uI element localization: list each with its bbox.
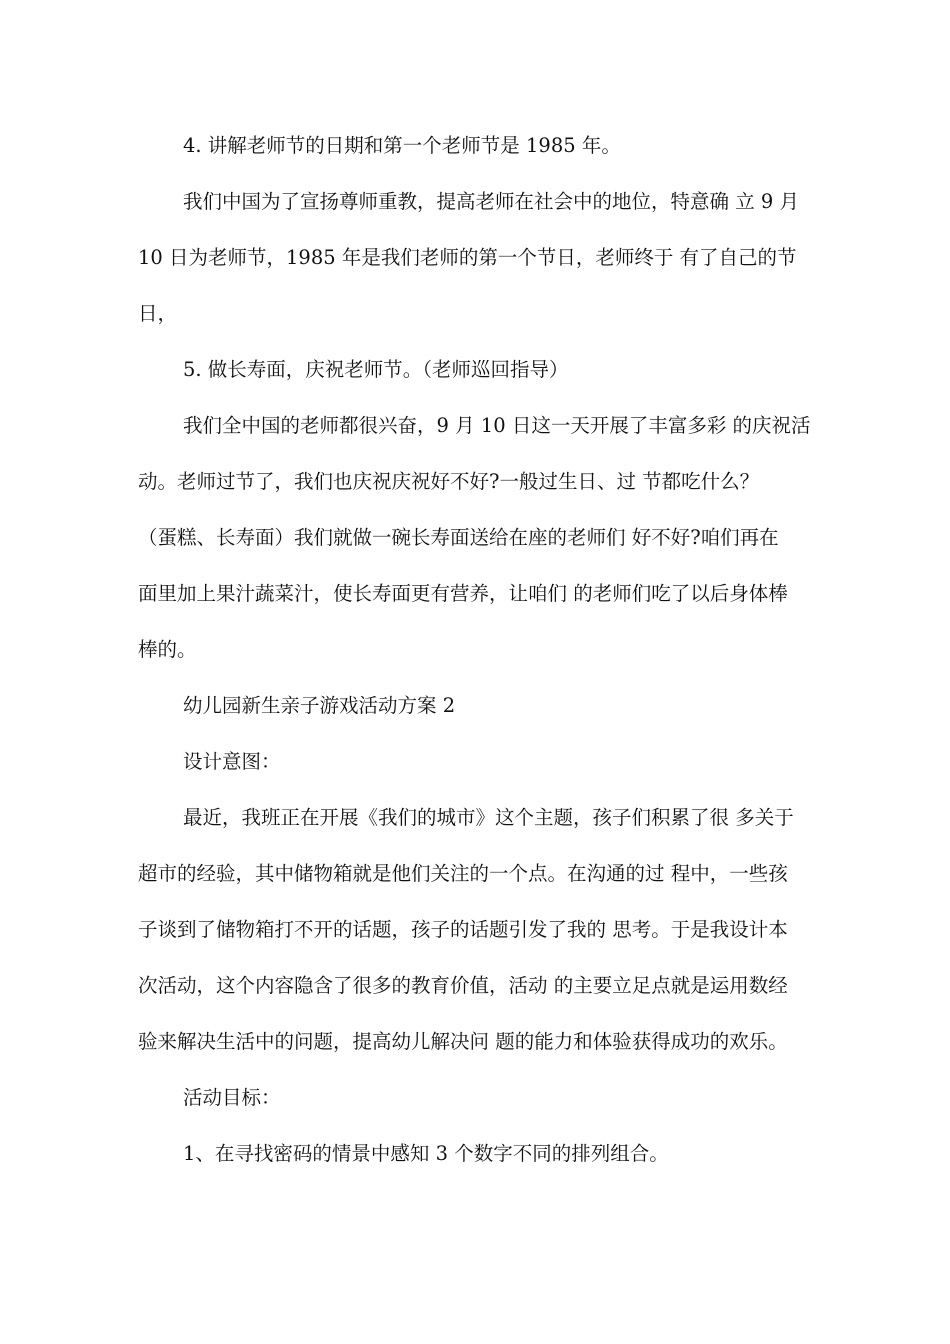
text-line: 最近，我班正在开展《我们的城市》这个主题，孩子们积累了很 多关于 xyxy=(183,806,794,829)
heading-activity-goals xyxy=(138,1070,838,1126)
text-line: 超市的经验，其中储物箱就是他们关注的一个点。在沟通的过 程中，一些孩 xyxy=(138,862,788,885)
text-line: 日， xyxy=(138,302,178,325)
text-line: 子谈到了储物箱打不开的话题，孩子的话题引发了我的 思考。于是我设计本 xyxy=(138,918,788,941)
text-line: 我们中国为了宣扬尊师重教，提高老师在社会中的地位，特意确 立 9 月 xyxy=(183,190,800,213)
text-line: 验来解决生活中的问题，提高幼儿解决问 题的能力和体验获得成功的欢乐。 xyxy=(138,1030,788,1053)
text-line: 我们全中国的老师都很兴奋，9 月 10 日这一天开展了丰富多彩 的庆祝活 xyxy=(183,414,811,437)
text-line: 活动目标： xyxy=(183,1086,281,1109)
text-line: 次活动，这个内容隐含了很多的教育价值，活动 的主要立足点就是运用数经 xyxy=(138,974,788,997)
text-line: 5. 做长寿面，庆祝老师节。（老师巡回指导） xyxy=(183,358,569,381)
text-line: 棒的。 xyxy=(138,638,197,661)
heading-design-intent xyxy=(138,734,838,790)
paragraph-step-5 xyxy=(138,342,838,398)
text-line: 动。老师过节了，我们也庆祝庆祝好不好?一般过生日、过 节都吃什么？ xyxy=(138,470,760,493)
paragraph-design-intent xyxy=(138,790,838,1070)
text-line: 1、在寻找密码的情景中感知 3 个数字不同的排列组合。 xyxy=(183,1142,669,1165)
text-line: 面里加上果汁蔬菜汁，使长寿面更有营养，让咱们 的老师们吃了以后身体棒 xyxy=(138,582,788,605)
text-line: 4. 讲解老师节的日期和第一个老师节是 1985 年。 xyxy=(183,134,621,157)
paragraph-celebration xyxy=(138,398,838,678)
text-line: 设计意图： xyxy=(183,750,281,773)
section-title-plan-2 xyxy=(138,678,838,734)
paragraph-step-4 xyxy=(138,118,838,174)
text-line: （蛋糕、长寿面）我们就做一碗长寿面送给在座的老师们 好不好?咱们再在 xyxy=(138,526,779,549)
text-line: 10 日为老师节，1985 年是我们老师的第一个节日，老师终于 有了自己的节 xyxy=(138,246,797,269)
text-line: 幼儿园新生亲子游戏活动方案 2 xyxy=(183,694,456,717)
paragraph-goal-1 xyxy=(138,1126,838,1182)
paragraph-teachers-day-origin xyxy=(138,174,838,342)
